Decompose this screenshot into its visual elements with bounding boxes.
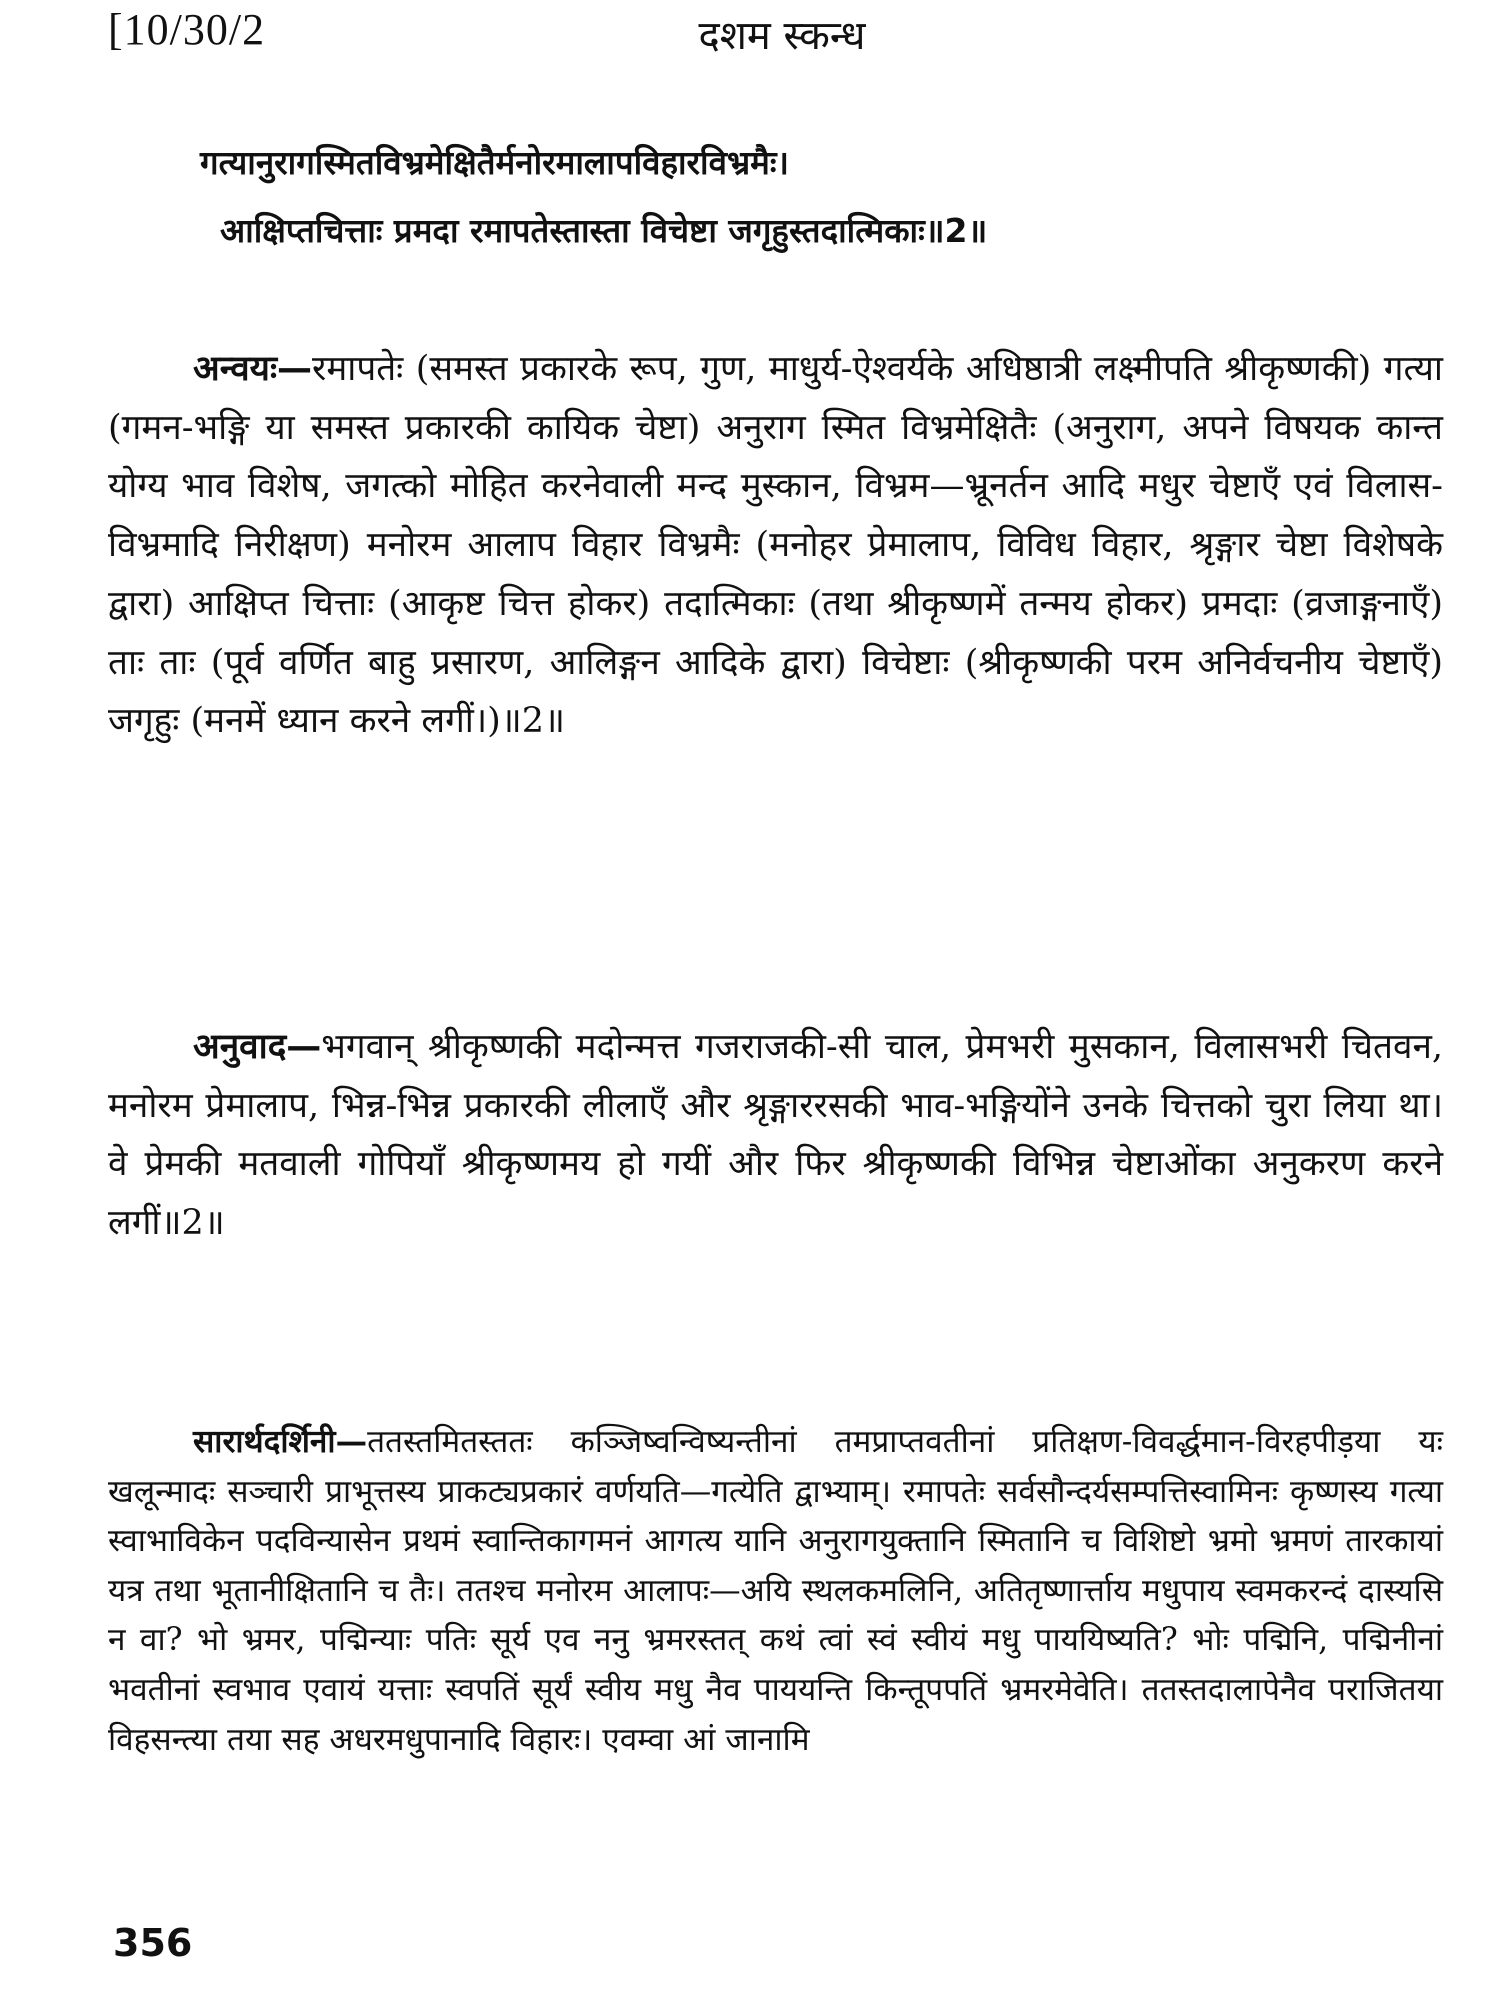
anvay-text: रमापतेः (समस्त प्रकारके रूप, गुण, माधुर्य-ऐश्वर्यके अधिष्ठात्री लक्ष्मीपति श्रीकृष्णकी) गत्या (गमन-भङ्गि या समस्त प्रकारकी कायिक चेष्टा) अनुराग स्मित विभ्रमेक्षितैः (अनुराग, अपने विषयक कान्त योग्य भाव विशेष, जगत्को मोहित करनेवाली मन्द मुस्कान, विभ्रम—भ्रूनर्तन आदि मधुर चेष्टाएँ एवं विलास-विभ्रमादि निरीक्षण) मनोरम आलाप विहार विभ्रमैः (मनोहर प्रेमालाप, विविध विहार, श्रृङ्गार चेष्टा विशेषके द्वारा) आक्षिप्त चित्ताः (आकृष्ट चित्त होकर) तदात्मिकाः (तथा श्रीकृष्णमें तन्मय होकर) प्रमदाः (व्रजाङ्गनाएँ) ताः ताः (पूर्व वर्णित बाहु प्रसारण, आलिङ्गन आदिके द्वारा) विचेष्टाः (श्रीकृष्णकी परम अनिर्वचनीय चेष्टाएँ) जगृहुः (मनमें ध्यान करने लगीं।)॥2॥: [108, 349, 1443, 742]
sarartha-heading: सारार्थदर्शिनी—: [193, 1424, 368, 1460]
anvay-paragraph: [108, 340, 1443, 940]
verse-line-2: आक्षिप्तचित्ताः प्रमदा रमापतेस्तास्ता विचेष्टा जगृहुस्तदात्मिकाः॥2॥: [220, 211, 988, 250]
running-header-title: दशम स्कन्ध: [698, 13, 866, 59]
anuvad-heading: अनुवाद—: [193, 1027, 322, 1067]
sarartha-text: ततस्तमितस्ततः कञ्जिष्वन्विष्यन्तीनां तमप्राप्तवतीनां प्रतिक्षण-विवर्द्धमान-विरहपीड़या यः खलून्मादः सञ्चारी प्राभूत्तस्य प्राकट्यप्रकारं वर्णयति—गत्येति द्वाभ्याम्। रमापतेः सर्वसौन्दर्यसम्पत्तिस्वामिनः कृष्णस्य गत्या स्वाभाविकेन पदविन्यासेन प्रथमं स्वान्तिकागमनं आगत्य यानि अनुरागयुक्तानि स्मितानि च विशिष्टो भ्रमो भ्रमणं तारकायां यत्र तथा भूतानीक्षितानि च तैः। ततश्च मनोरम आलापः—अयि स्थलकमलिनि, अतितृष्णार्त्ताय मधुपाय स्वमकरन्दं दास्यसि न वा? भो भ्रमर, पद्मिन्याः पतिः सूर्य एव ननु भ्रमरस्तत् कथं त्वां स्वं स्वीयं मधु पाययिष्यति? भोः पद्मिनि, पद्मिनीनां भवतीनां स्वभाव एवायं यत्ताः स्वपतिं सूर्यं स्वीय मधु नैव पाययन्ति किन्तूपपतिं भ्रमरमेवेति। ततस्तदालापेनैव पराजितया विहसन्त्या तया सह अधरमधुपानादि विहारः। एवम्वा आं जानामि: [108, 1424, 1443, 1758]
anuvad-text: भगवान् श्रीकृष्णकी मदोन्मत्त गजराजकी-सी चाल, प्रेमभरी मुसकान, विलासभरी चितवन, मनोरम प्रेमालाप, भिन्न-भिन्न प्रकारकी लीलाएँ और श्रृङ्गाररसकी भाव-भङ्गियोंने उनके चित्तको चुरा लिया था। वे प्रेमकी मतवाली गोपियाँ श्रीकृष्णमय हो गयीं और फिर श्रीकृष्णकी विभिन्न चेष्टाओंका अनुकरण करने लगीं॥2॥: [108, 1027, 1443, 1244]
verse-line-1: गत्यानुरागस्मितविभ्रमेक्षितैर्मनोरमालापविहारविभ्रमैः।: [200, 143, 790, 182]
paragraph-indent: [108, 349, 193, 389]
anvay-heading: अन्वयः—: [193, 349, 313, 389]
paragraph-indent: [108, 1027, 193, 1067]
paragraph-indent: [108, 1424, 193, 1460]
anuvad-paragraph: [108, 1018, 1443, 1318]
sarartha-darshini-paragraph: [108, 1418, 1443, 1908]
chapter-verse-reference: [10/30/2: [108, 5, 266, 54]
page-number: 356: [113, 1921, 193, 1965]
